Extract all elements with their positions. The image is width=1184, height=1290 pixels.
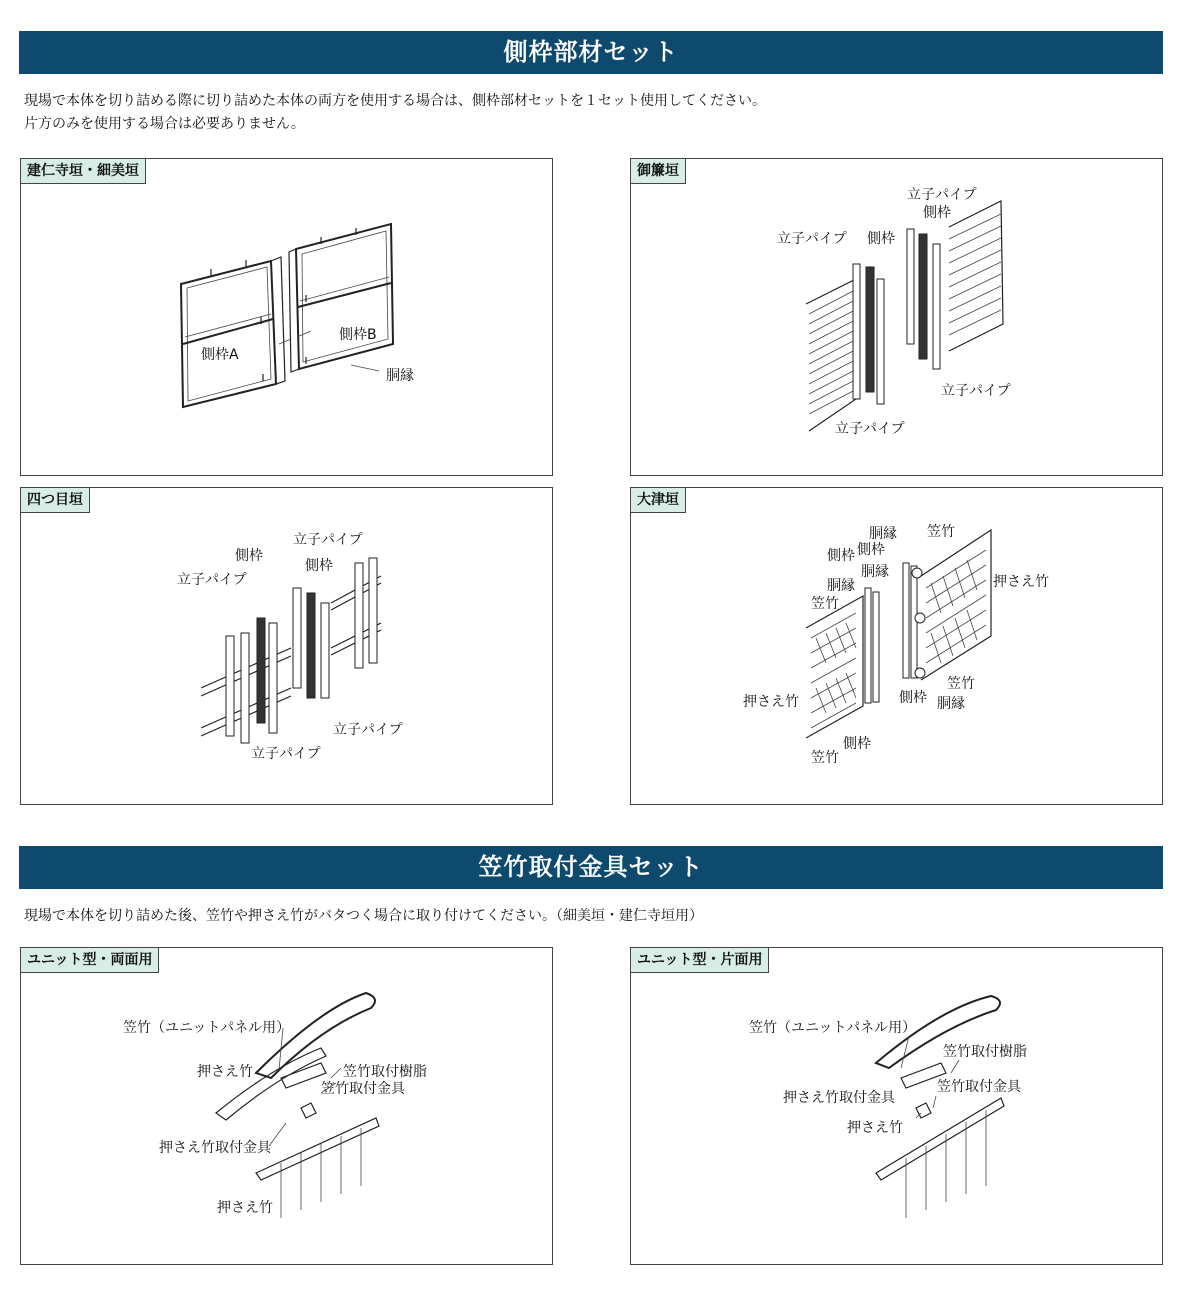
- frame-b-drawing: [289, 224, 393, 372]
- label-side-frame-a: 側枠A: [201, 347, 239, 363]
- label-pipe-2: 立子パイプ: [777, 231, 847, 247]
- label-osae-2: 押さえ竹: [743, 694, 799, 710]
- label-frame-4: 側枠: [843, 736, 871, 752]
- yotsume-left-posts: [201, 618, 291, 743]
- label-osae-top: 押さえ竹: [197, 1064, 253, 1080]
- label-kasatake-2: 笠竹: [811, 596, 839, 612]
- label-kasatake-3: 笠竹: [947, 676, 975, 692]
- section-intro-kasatake-bracket-set: 現場で本体を切り詰めた後、笠竹や押さえ竹がバタつく場合に取り付けてください。（細美垣・建仁寺垣用）: [24, 908, 703, 924]
- label-frame-1: 側枠: [923, 205, 951, 221]
- label-frame-2: 側枠: [305, 558, 333, 574]
- intro-line-1: 現場で本体を切り詰める際に切り詰めた本体の両方を使用する場合は、側枠部材セットを１セット使用してください。: [24, 93, 766, 109]
- label-kasatake-1: 笠竹: [927, 524, 955, 540]
- panel-unit-single: [630, 947, 1163, 1265]
- panel-misu: [630, 158, 1163, 476]
- panel-yotsume: [20, 487, 553, 805]
- section-intro-side-frame-set: [24, 90, 766, 136]
- misu-right-panel: [907, 201, 1003, 369]
- label-bracket: 笠竹取付金具: [937, 1079, 1021, 1095]
- panel-title-unit-double: ユニット型・両面用: [21, 948, 159, 973]
- label-resin: 笠竹取付樹脂: [943, 1044, 1027, 1060]
- panel-otsu: [630, 487, 1163, 805]
- label-dobuchi-3: 胴縁: [827, 578, 855, 594]
- label-pipe-3: 立子パイプ: [941, 383, 1011, 399]
- yotsume-diagram: [21, 488, 553, 805]
- panel-unit-double: [20, 947, 553, 1265]
- label-pipe-1: 立子パイプ: [293, 532, 363, 548]
- label-dobuchi: 胴縁: [386, 368, 414, 384]
- label-pipe-1: 立子パイプ: [907, 187, 977, 203]
- misu-left-panel: [806, 264, 884, 431]
- label-osae-bracket: 押さえ竹取付金具: [783, 1090, 895, 1106]
- otsu-diagram: [631, 488, 1163, 805]
- panel-kenninji: [20, 158, 553, 476]
- label-dobuchi-2: 胴縁: [861, 564, 889, 580]
- label-osae: 押さえ竹: [847, 1120, 903, 1136]
- label-kasatake-4: 笠竹: [811, 750, 839, 766]
- label-osae-bracket: 押さえ竹取付金具: [159, 1140, 271, 1156]
- label-frame-1: 側枠: [857, 542, 885, 558]
- label-resin: 笠竹取付樹脂: [343, 1064, 427, 1080]
- panel-title-otsu: 大津垣: [631, 488, 686, 513]
- unit-single-diagram: [631, 948, 1163, 1256]
- label-pipe-4: 立子パイプ: [835, 421, 905, 437]
- unit-double-diagram: [21, 948, 553, 1256]
- frame-a-drawing: [181, 257, 285, 407]
- label-frame-2: 側枠: [827, 548, 855, 564]
- section-title-side-frame-set: 側枠部材セット: [19, 31, 1163, 74]
- panel-title-yotsume: 四つ目垣: [21, 488, 90, 513]
- label-pipe-4: 立子パイプ: [251, 746, 321, 762]
- label-osae-bottom: 押さえ竹: [217, 1200, 273, 1216]
- label-side-frame-b: 側枠B: [339, 327, 377, 343]
- label-dobuchi-1: 胴縁: [869, 526, 897, 542]
- label-pipe-2: 立子パイプ: [177, 572, 247, 588]
- otsu-right-panel: [903, 530, 991, 680]
- intro-line-2: 片方のみを使用する場合は必要ありません。: [24, 116, 305, 132]
- label-pipe-3: 立子パイプ: [333, 722, 403, 738]
- kenninji-diagram: [21, 159, 553, 476]
- label-osae-1: 押さえ竹: [993, 574, 1049, 590]
- label-frame-3: 側枠: [899, 690, 927, 706]
- label-frame-2: 側枠: [867, 231, 895, 247]
- section-title-kasatake-bracket-set: 笠竹取付金具セット: [19, 846, 1163, 889]
- label-bracket: 笠竹取付金具: [321, 1081, 405, 1097]
- misu-diagram: [631, 159, 1163, 476]
- label-kasatake: 笠竹（ユニットパネル用）: [749, 1020, 917, 1036]
- panel-title-kenninji: 建仁寺垣・細美垣: [21, 159, 146, 184]
- yotsume-right-posts: [293, 558, 381, 698]
- panel-title-misu: 御簾垣: [631, 159, 686, 184]
- label-frame-1: 側枠: [235, 548, 263, 564]
- panel-title-unit-single: ユニット型・片面用: [631, 948, 769, 973]
- label-dobuchi-4: 胴縁: [937, 696, 965, 712]
- label-kasatake: 笠竹（ユニットパネル用）: [123, 1020, 291, 1036]
